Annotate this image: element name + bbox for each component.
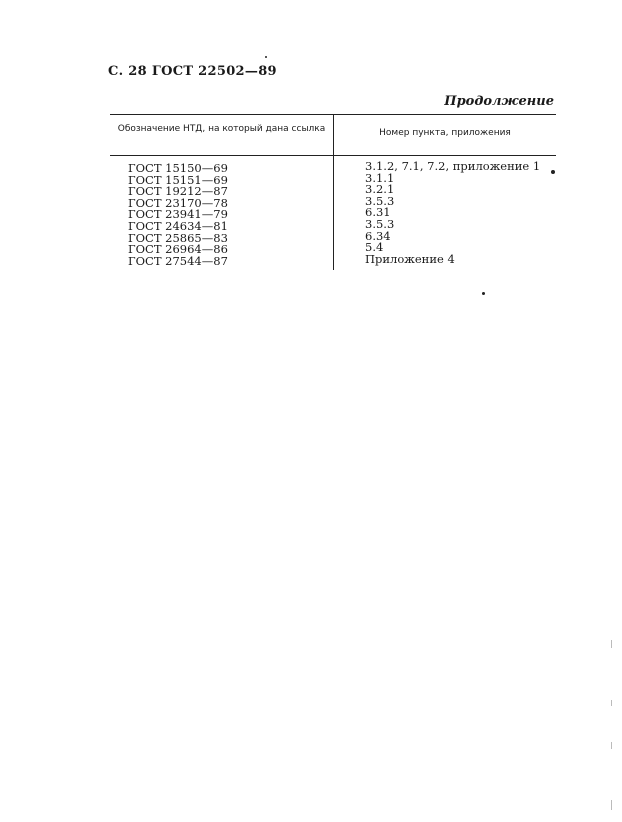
table-cell-clause: 6.31 — [365, 205, 391, 220]
document-column — [128, 163, 328, 267]
table-cell-document: ГОСТ 25865—83 — [128, 230, 228, 245]
scan-speck — [265, 56, 267, 58]
table-cell-document: ГОСТ 15150—69 — [128, 161, 228, 175]
table-cell-document: ГОСТ 19212—87 — [128, 184, 228, 199]
table-cell-clause: Приложение 4 — [365, 251, 455, 266]
table-cell-clause: 3.1.2, 7.1, 7.2, приложение 1 — [365, 159, 541, 173]
table-cell-document: ГОСТ 23170—78 — [128, 195, 228, 210]
table-cell-document: ГОСТ 24634—81 — [128, 218, 228, 233]
page-reference-header: С. 28 ГОСТ 22502—89 — [108, 64, 277, 79]
table-cell-clause: 3.5.3 — [365, 193, 395, 208]
table-cell-clause: 3.2.1 — [365, 182, 395, 197]
table-cell-clause: 3.5.3 — [365, 216, 395, 231]
clause-column — [365, 161, 555, 265]
scan-edge-mark — [611, 700, 612, 706]
column-header-document: Обозначение НТД, на который дана ссылка — [117, 124, 326, 134]
table-cell-document: ГОСТ 27544—87 — [128, 253, 228, 268]
continuation-label: Продолжение — [444, 94, 554, 109]
table-cell-document: ГОСТ 26964—86 — [128, 242, 228, 257]
scan-edge-mark — [611, 742, 612, 749]
reference-table — [110, 114, 556, 274]
table-cell-document: ГОСТ 23941—79 — [128, 207, 228, 222]
scan-edge-mark — [611, 800, 612, 810]
column-header-clause: Номер пункта, приложения — [379, 128, 511, 138]
scan-speck — [482, 292, 485, 295]
table-cell-clause: 5.4 — [365, 240, 384, 255]
scan-speck — [551, 170, 555, 174]
table-cell-clause: 6.34 — [365, 228, 391, 243]
scan-edge-mark — [611, 640, 612, 648]
table-cell-document: ГОСТ 15151—69 — [128, 172, 228, 187]
table-cell-clause: 3.1.1 — [365, 170, 395, 185]
